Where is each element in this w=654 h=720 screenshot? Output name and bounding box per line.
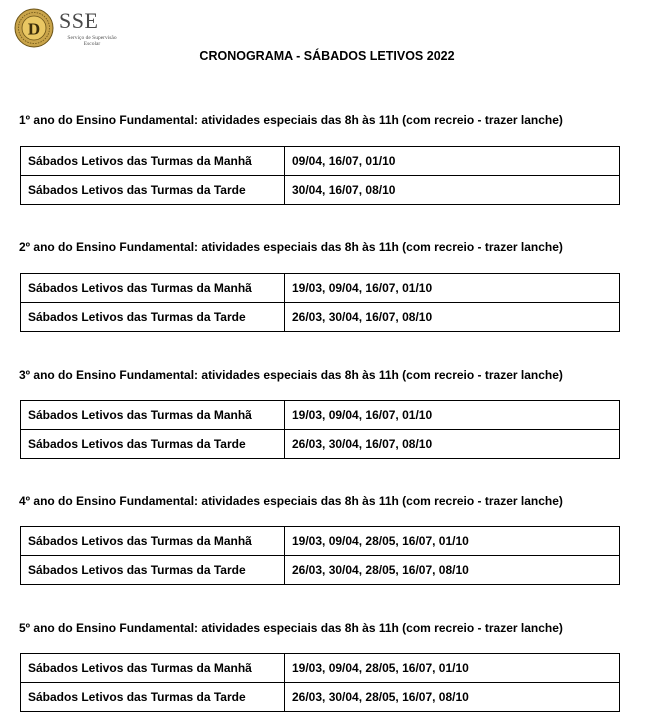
shift-label: Sábados Letivos das Turmas da Tarde [21,176,285,205]
grade-1-heading: 1º ano do Ensino Fundamental: atividades especiais das 8h às 11h (com recreio - trazer lanche) [19,113,563,127]
dates-cell: 19/03, 09/04, 16/07, 01/10 [285,401,620,430]
dates-cell: 26/03, 30/04, 28/05, 16/07, 08/10 [285,556,620,585]
grade-1-schedule-table [20,146,620,205]
shift-label: Sábados Letivos das Turmas da Tarde [21,683,285,712]
grade-4-schedule-table [20,526,620,585]
seal-icon [14,8,54,48]
table-row [21,683,620,712]
table-row [21,274,620,303]
shift-label: Sábados Letivos das Turmas da Manhã [21,654,285,683]
shift-label: Sábados Letivos das Turmas da Tarde [21,430,285,459]
svg-text:D: D [27,19,41,39]
logo-brand: SSE [59,8,99,33]
dates-cell: 26/03, 30/04, 28/05, 16/07, 08/10 [285,683,620,712]
grade-2-schedule-table [20,273,620,332]
logo [14,8,124,50]
table-row [21,654,620,683]
grade-2-heading: 2º ano do Ensino Fundamental: atividades especiais das 8h às 11h (com recreio - trazer lanche) [19,240,563,254]
shift-label: Sábados Letivos das Turmas da Manhã [21,274,285,303]
grade-5-schedule-table [20,653,620,712]
dates-cell: 26/03, 30/04, 16/07, 08/10 [285,303,620,332]
logo-tagline: Serviço de Supervisão Escolar [67,35,117,47]
shift-label: Sábados Letivos das Turmas da Tarde [21,556,285,585]
dates-cell: 09/04, 16/07, 01/10 [285,147,620,176]
shift-label: Sábados Letivos das Turmas da Manhã [21,527,285,556]
table-row [21,147,620,176]
table-row [21,303,620,332]
grade-4-heading: 4º ano do Ensino Fundamental: atividades especiais das 8h às 11h (com recreio - trazer lanche) [19,494,563,508]
shift-label: Sábados Letivos das Turmas da Tarde [21,303,285,332]
grade-3-heading: 3º ano do Ensino Fundamental: atividades especiais das 8h às 11h (com recreio - trazer lanche) [19,368,563,382]
grade-5-heading: 5º ano do Ensino Fundamental: atividades especiais das 8h às 11h (com recreio - trazer lanche) [19,621,563,635]
dates-cell: 26/03, 30/04, 16/07, 08/10 [285,430,620,459]
shift-label: Sábados Letivos das Turmas da Manhã [21,401,285,430]
dates-cell: 19/03, 09/04, 28/05, 16/07, 01/10 [285,654,620,683]
table-row [21,430,620,459]
table-row [21,176,620,205]
document-title: CRONOGRAMA - SÁBADOS LETIVOS 2022 [199,49,455,63]
dates-cell: 19/03, 09/04, 28/05, 16/07, 01/10 [285,527,620,556]
dates-cell: 19/03, 09/04, 16/07, 01/10 [285,274,620,303]
table-row [21,527,620,556]
dates-cell: 30/04, 16/07, 08/10 [285,176,620,205]
shift-label: Sábados Letivos das Turmas da Manhã [21,147,285,176]
table-row [21,556,620,585]
grade-3-schedule-table [20,400,620,459]
table-row [21,401,620,430]
